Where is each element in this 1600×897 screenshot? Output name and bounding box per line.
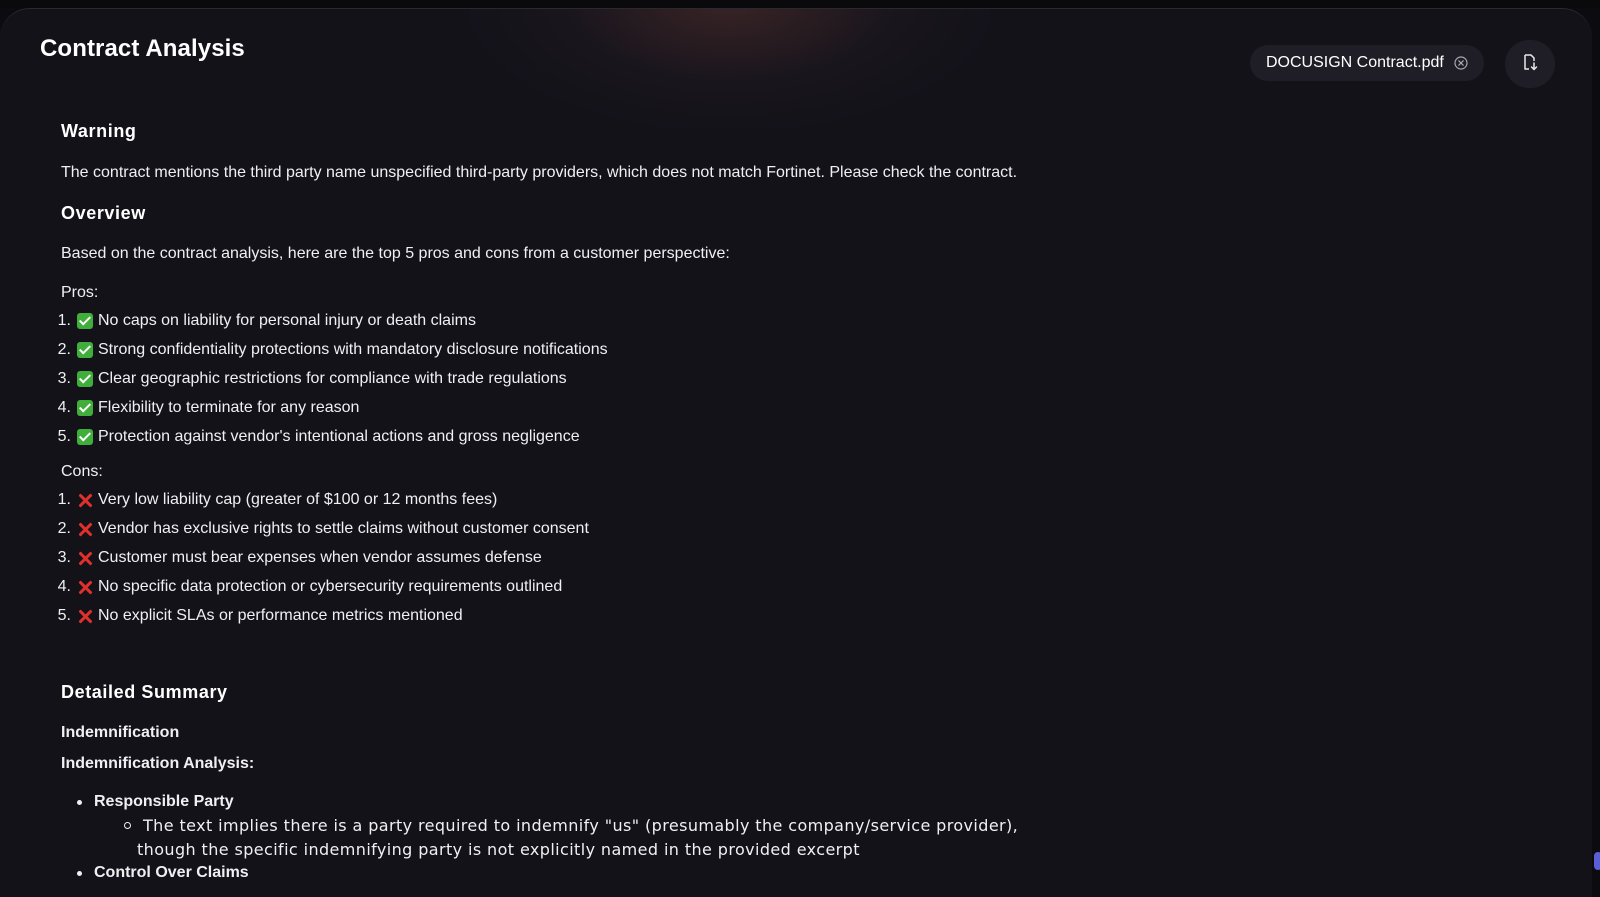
list-item: [41, 601, 589, 630]
sub-bullet-text-continued: though the specific indemnifying party is not explicitly named in the provided excerpt: [137, 840, 860, 859]
page-title: Contract Analysis: [40, 35, 245, 62]
attached-file-chip[interactable]: [1250, 45, 1484, 81]
analysis-panel: [0, 8, 1592, 897]
item-number: 2.: [57, 520, 71, 538]
cons-list: [41, 486, 589, 630]
list-item: [41, 307, 608, 336]
bullet-item: [77, 864, 249, 882]
warning-text: The contract mentions the third party name unspecified third-party providers, which does not match Fortinet. Please check the contract.: [61, 164, 1018, 181]
indemnification-analysis-label: Indemnification Analysis:: [61, 755, 255, 772]
list-item: [41, 422, 608, 451]
cons-label: Cons:: [61, 463, 103, 480]
check-mark-icon: [77, 429, 93, 445]
item-number: 3.: [57, 369, 71, 387]
cross-mark-icon: [77, 608, 93, 624]
item-number: 1.: [57, 312, 71, 330]
file-name: DOCUSIGN Contract.pdf: [1266, 54, 1444, 71]
bullet-dot-icon: [77, 800, 82, 805]
list-item: [41, 544, 589, 573]
item-number: 1.: [57, 491, 71, 509]
header-glow: [470, 8, 990, 129]
item-text: Protection against vendor's intentional actions and gross negligence: [98, 427, 580, 445]
item-text: No explicit SLAs or performance metrics mentioned: [98, 606, 463, 624]
sub-bullet-item: [124, 816, 1018, 835]
overview-heading: Overview: [61, 203, 146, 223]
item-text: No caps on liability for personal injury or death claims: [98, 312, 476, 330]
list-item: [41, 393, 608, 422]
check-mark-icon: [77, 400, 93, 416]
check-mark-icon: [77, 313, 93, 329]
cross-mark-icon: [77, 521, 93, 537]
close-circle-icon[interactable]: [1454, 56, 1468, 70]
list-item: [41, 365, 608, 394]
item-number: 4.: [57, 398, 71, 416]
item-number: 5.: [57, 606, 71, 624]
list-item: [41, 336, 608, 365]
item-number: 4.: [57, 577, 71, 595]
bullet-item: [77, 793, 234, 811]
bullet-dot-icon: [77, 871, 82, 876]
item-text: Flexibility to terminate for any reason: [98, 398, 360, 416]
cross-mark-icon: [77, 492, 93, 508]
file-download-icon: [1521, 53, 1539, 76]
bullet-label: Control Over Claims: [94, 864, 249, 881]
detailed-summary-heading: Detailed Summary: [61, 682, 228, 702]
list-item: [41, 486, 589, 515]
item-text: No specific data protection or cybersecurity requirements outlined: [98, 577, 563, 595]
overview-intro: Based on the contract analysis, here are the top 5 pros and cons from a customer perspective:: [61, 245, 730, 262]
top-edge: [0, 0, 1600, 8]
item-number: 3.: [57, 548, 71, 566]
hollow-bullet-icon: [124, 822, 131, 829]
item-text: Clear geographic restrictions for compliance with trade regulations: [98, 369, 567, 387]
sub-bullet-text: The text implies there is a party required to indemnify "us" (presumably the company/service provider),: [143, 816, 1019, 835]
item-text: Strong confidentiality protections with mandatory disclosure notifications: [98, 341, 608, 359]
item-text: Customer must bear expenses when vendor assumes defense: [98, 548, 542, 566]
pros-label: Pros:: [61, 284, 99, 301]
indemnification-heading: Indemnification: [61, 724, 180, 741]
bullet-label: Responsible Party: [94, 793, 234, 810]
warning-heading: Warning: [61, 121, 137, 141]
pros-list: [41, 307, 608, 451]
item-number: 5.: [57, 427, 71, 445]
check-mark-icon: [77, 342, 93, 358]
item-text: Very low liability cap (greater of $100 or 12 months fees): [98, 491, 498, 509]
cross-mark-icon: [77, 550, 93, 566]
item-number: 2.: [57, 341, 71, 359]
cross-mark-icon: [77, 579, 93, 595]
list-item: [41, 515, 589, 544]
list-item: [41, 572, 589, 601]
download-button[interactable]: [1505, 40, 1555, 88]
scroll-indicator[interactable]: [1594, 852, 1600, 870]
check-mark-icon: [77, 371, 93, 387]
item-text: Vendor has exclusive rights to settle claims without customer consent: [98, 520, 589, 538]
